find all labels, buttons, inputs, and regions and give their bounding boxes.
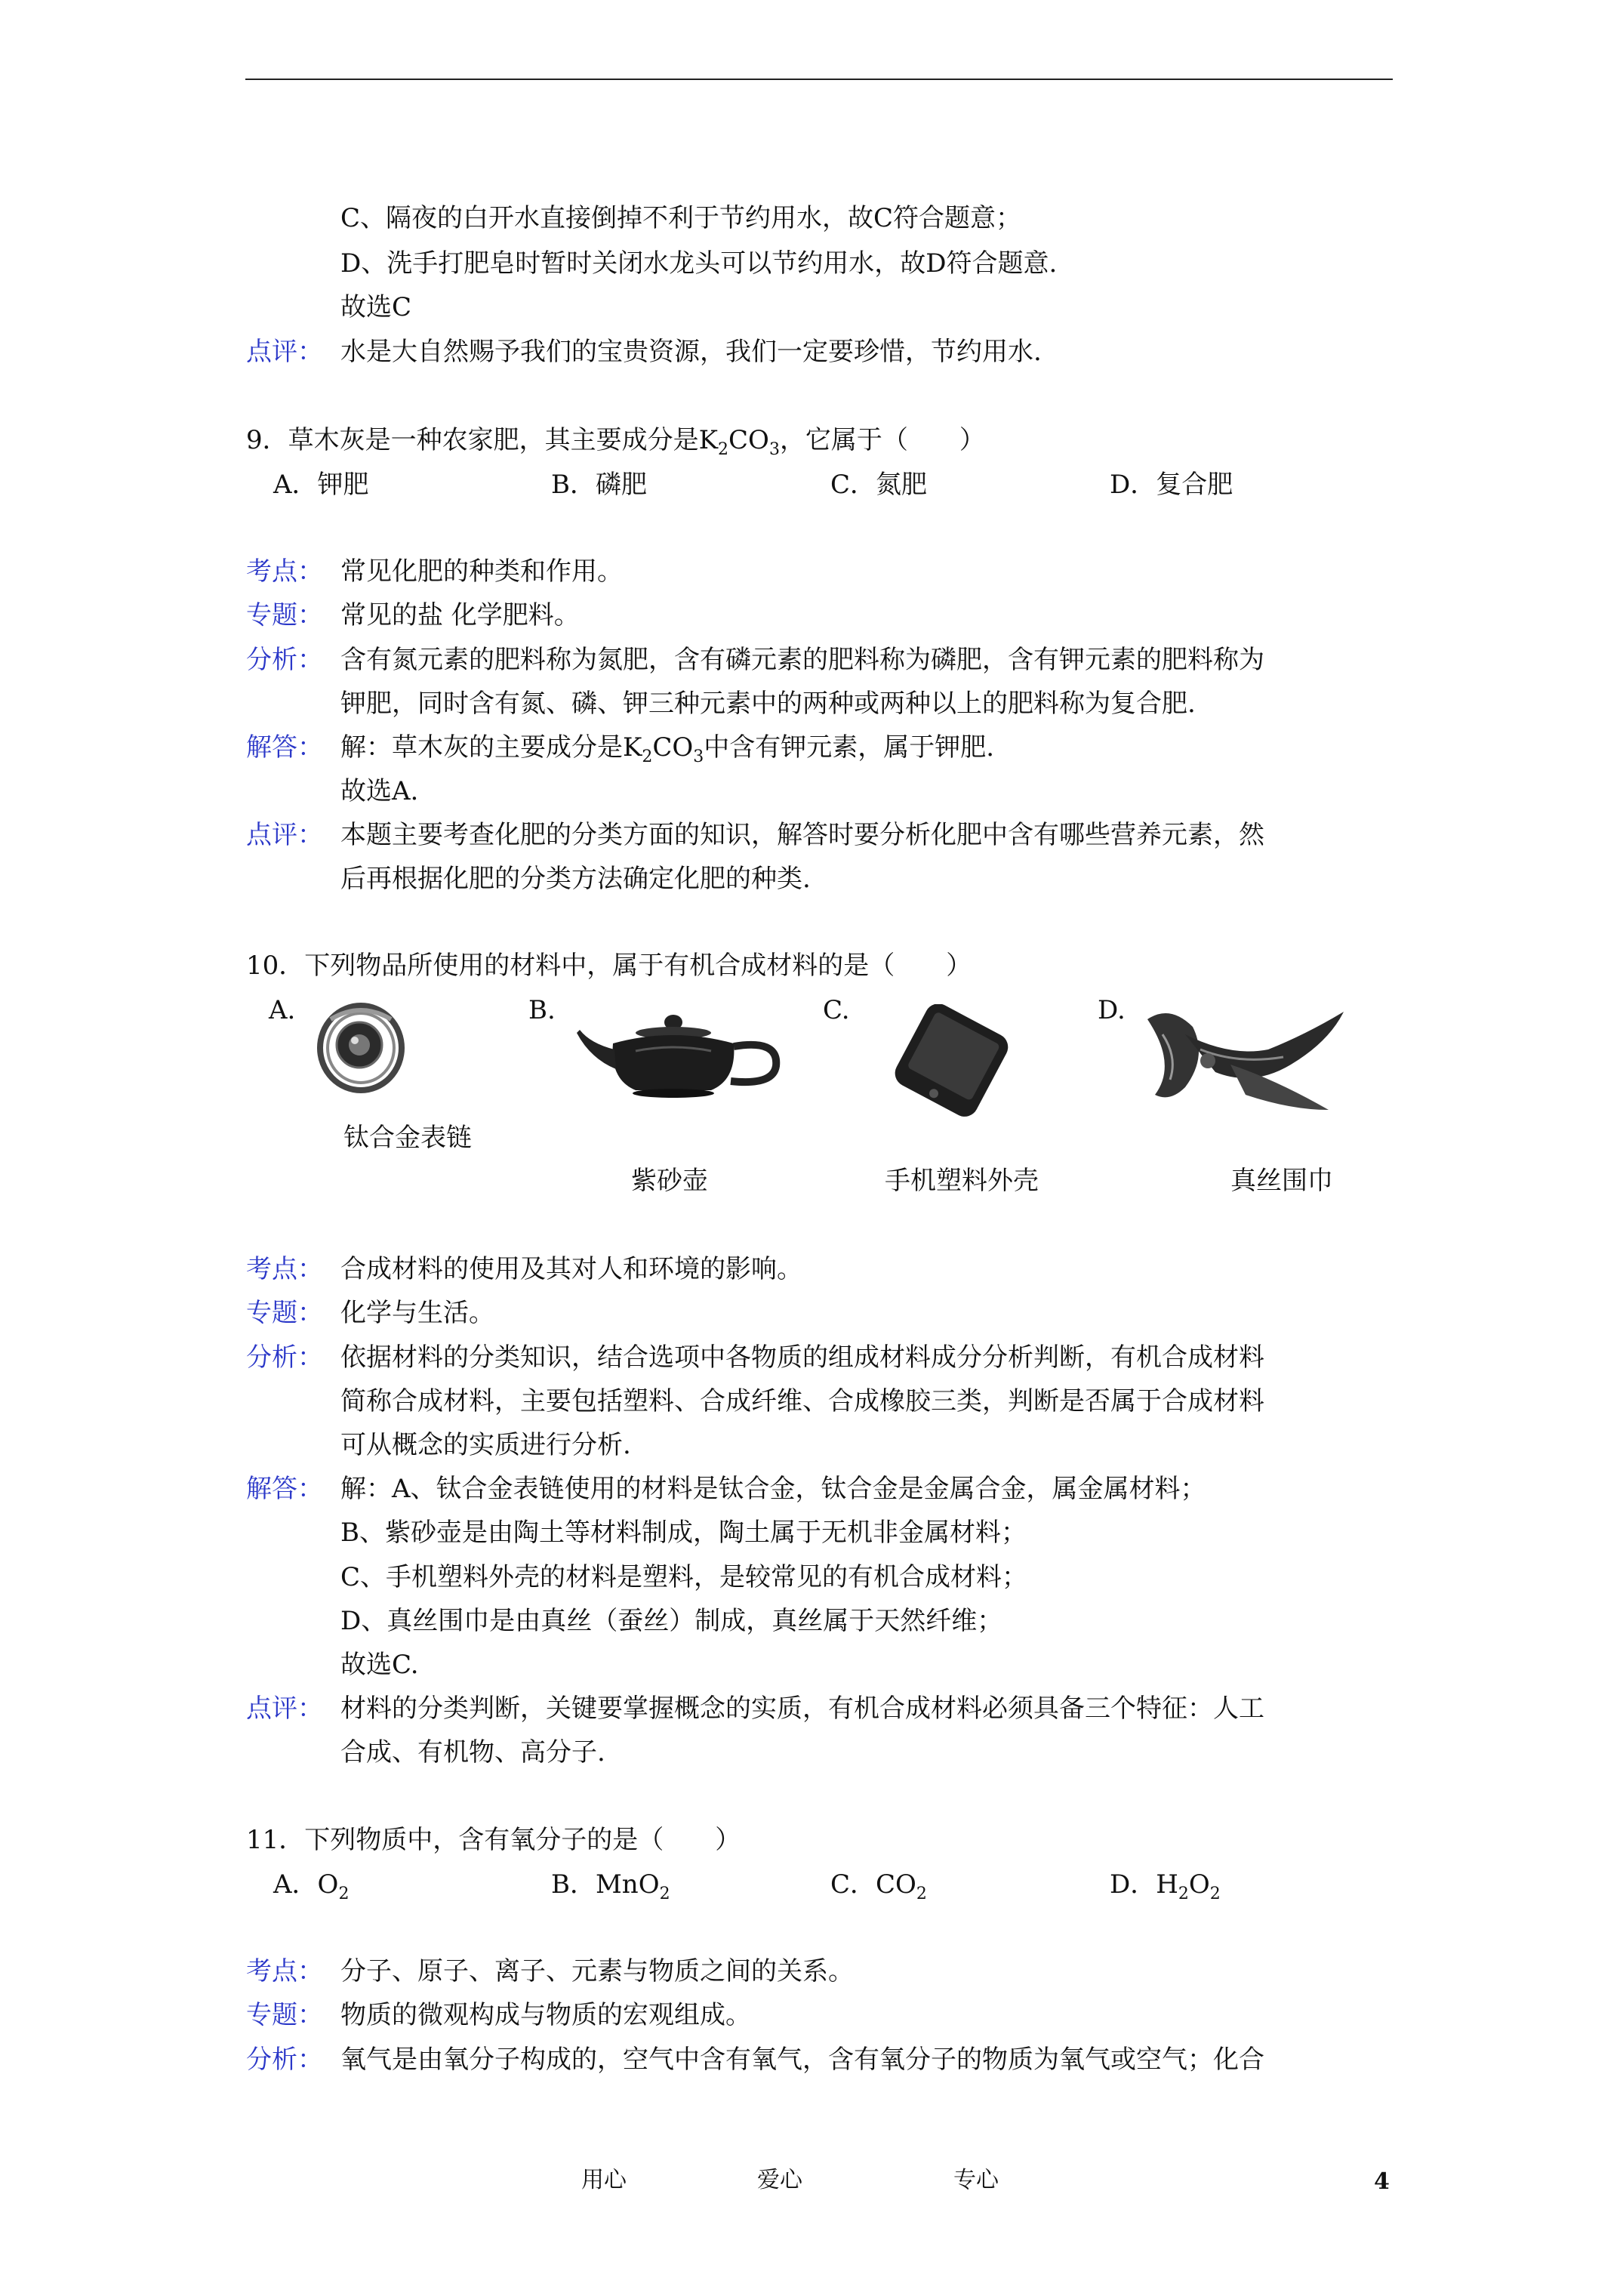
q10-jieda-line3: C、手机塑料外壳的材料是塑料，是较常见的有机合成材料； <box>340 1562 1028 1592</box>
q11-fenxi-line1: 氧气是由氧分子构成的，空气中含有氧气，含有氧分子的物质为氧气或空气；化合 <box>340 2045 1264 2075</box>
q10-dianping-label: 点评： <box>246 1693 323 1724</box>
q11-option-a <box>273 1867 349 1912</box>
q10-caption-d: 真丝围巾 <box>1230 1166 1333 1196</box>
q10-zhuanti: 化学与生活。 <box>340 1298 494 1328</box>
q11-option-a-text: A．O <box>273 1869 339 1900</box>
q10-option-c-letter: C. <box>823 995 850 1025</box>
q11-zhuanti-label: 专题： <box>246 2000 323 2030</box>
q9-stem-text: 9．草木灰是一种农家肥，其主要成分是 <box>246 425 699 455</box>
q10-fenxi-line1: 依据材料的分类知识，结合选项中各物质的组成材料成分分析判断，有机合成材料 <box>340 1342 1264 1373</box>
q9-option-b: B．磷肥 <box>551 470 647 500</box>
watch-icon <box>316 997 406 1095</box>
q9-stem-tail: ，它属于（ ） <box>779 425 985 455</box>
q10-jieda-label: 解答： <box>246 1474 323 1504</box>
q11-option-d-o: O <box>1188 1869 1210 1900</box>
q9-zhuanti: 常见的盐 化学肥料。 <box>340 600 580 630</box>
q10-option-b-letter: B. <box>528 995 556 1025</box>
q9-formula-co: CO <box>728 425 769 455</box>
q9-zhuanti-label: 专题： <box>246 600 323 630</box>
footer-word-zhuanxin: 专心 <box>953 2167 999 2193</box>
q9-jieda-formula-k: K <box>623 732 642 763</box>
q9-jieda-formula-co-sub: 3 <box>693 747 704 766</box>
page-number: 4 <box>1374 2168 1390 2195</box>
q8-option-c-analysis: C、隔夜的白开水直接倒掉不利于节约用水，故C符合题意； <box>340 203 1022 233</box>
q9-fenxi-line1: 含有氮元素的肥料称为氮肥，含有磷元素的肥料称为磷肥，含有钾元素的肥料称为 <box>340 645 1264 675</box>
q9-jieda-formula-co: CO <box>652 732 694 763</box>
q10-jieda-line1: 解：A、钛合金表链使用的材料是钛合金，钛合金是金属合金，属金属材料； <box>340 1474 1206 1504</box>
q11-option-b-text: B．MnO <box>551 1869 660 1900</box>
q9-formula-k: K <box>698 425 719 455</box>
q9-dianping-line2: 后再根据化肥的分类方法确定化肥的种类. <box>340 864 811 894</box>
q11-stem: 11．下列物质中，含有氧分子的是（ ） <box>246 1825 741 1855</box>
q9-fenxi-label: 分析： <box>246 645 323 675</box>
q9-stem <box>246 423 985 467</box>
q11-option-b-sub: 2 <box>659 1885 670 1903</box>
q10-fenxi-label: 分析： <box>246 1342 323 1373</box>
q10-fenxi-line3: 可从概念的实质进行分析. <box>340 1430 631 1460</box>
q9-jieda-line1 <box>340 730 994 775</box>
q10-dianping-line1: 材料的分类判断，关键要掌握概念的实质，有机合成材料必须具备三个特征：人工 <box>340 1693 1264 1724</box>
q9-dianping-label: 点评： <box>246 820 323 850</box>
q10-fenxi-line2: 简称合成材料，主要包括塑料、合成纤维、合成橡胶三类，判断是否属于合成材料 <box>340 1386 1264 1416</box>
q10-dianping-line2: 合成、有机物、高分子. <box>340 1737 605 1767</box>
q11-option-a-sub: 2 <box>338 1885 350 1903</box>
q10-zhuanti-label: 专题： <box>246 1298 323 1328</box>
q11-option-d-o-sub: 2 <box>1209 1885 1221 1903</box>
q9-option-c: C．氮肥 <box>830 470 928 500</box>
q8-comment: 水是大自然赐予我们的宝贵资源，我们一定要珍惜，节约用水. <box>340 337 1042 367</box>
q10-stem: 10．下列物品所使用的材料中，属于有机合成材料的是（ ） <box>246 951 972 981</box>
q9-formula-k-sub: 2 <box>718 440 729 459</box>
q9-jieda-formula-k-sub: 2 <box>642 747 653 766</box>
q11-option-d <box>1110 1867 1221 1912</box>
q11-option-d-h-sub: 2 <box>1178 1885 1189 1903</box>
footer-word-yongxin: 用心 <box>581 2167 627 2193</box>
q10-option-d-letter: D. <box>1098 995 1126 1025</box>
q9-formula-co-sub: 3 <box>768 440 780 459</box>
q9-jieda-text: 解：草木灰的主要成分是 <box>340 732 623 763</box>
q11-kaodian: 分子、原子、离子、元素与物质之间的关系。 <box>340 1956 854 1986</box>
q11-zhuanti: 物质的微观构成与物质的宏观组成。 <box>340 2000 751 2030</box>
q11-fenxi-label: 分析： <box>246 2045 323 2075</box>
q9-kaodian-label: 考点： <box>246 556 323 587</box>
q10-caption-c: 手机塑料外壳 <box>885 1166 1039 1196</box>
q11-option-b <box>551 1867 670 1912</box>
q11-option-d-h: D．H <box>1110 1869 1178 1900</box>
q10-caption-a: 钛合金表链 <box>343 1123 472 1153</box>
q9-jieda-tail: 中含有钾元素，属于钾肥. <box>704 732 995 763</box>
phone-icon <box>876 1004 1027 1117</box>
q10-kaodian: 合成材料的使用及其对人和环境的影响。 <box>340 1254 802 1284</box>
q11-option-c-sub: 2 <box>916 1885 927 1903</box>
header-rule <box>245 79 1393 80</box>
q8-comment-label: 点评： <box>246 337 323 367</box>
scarf-icon <box>1140 1004 1351 1117</box>
q9-jieda-label: 解答： <box>246 732 323 763</box>
q10-option-a-letter: A. <box>269 995 296 1025</box>
q9-kaodian: 常见化肥的种类和作用。 <box>340 556 623 587</box>
q10-jieda-line5: 故选C. <box>340 1650 419 1680</box>
q9-jieda-line2: 故选A. <box>340 776 419 806</box>
footer-word-aixin: 爱心 <box>757 2167 802 2193</box>
q10-jieda-line2: B、紫砂壶是由陶土等材料制成，陶土属于无机非金属材料； <box>340 1518 1027 1548</box>
q9-fenxi-line2: 钾肥，同时含有氮、磷、钾三种元素中的两种或两种以上的肥料称为复合肥. <box>340 689 1196 719</box>
q9-dianping-line1: 本题主要考查化肥的分类方面的知识，解答时要分析化肥中含有哪些营养元素，然 <box>340 820 1264 850</box>
q9-option-d: D．复合肥 <box>1110 470 1233 500</box>
q11-kaodian-label: 考点： <box>246 1956 323 1986</box>
q11-option-c-text: C．CO <box>830 1869 916 1900</box>
teapot-icon <box>575 1004 787 1102</box>
q10-kaodian-label: 考点： <box>246 1254 323 1284</box>
q10-jieda-line4: D、真丝围巾是由真丝（蚕丝）制成，真丝属于天然纤维； <box>340 1606 1003 1636</box>
q9-option-a: A．钾肥 <box>273 470 369 500</box>
q8-answer: 故选C <box>340 292 412 322</box>
q10-caption-b: 紫砂壶 <box>631 1166 708 1196</box>
q11-option-c <box>830 1867 927 1912</box>
q8-option-d-analysis: D、洗手打肥皂时暂时关闭水龙头可以节约用水，故D符合题意. <box>340 248 1058 279</box>
